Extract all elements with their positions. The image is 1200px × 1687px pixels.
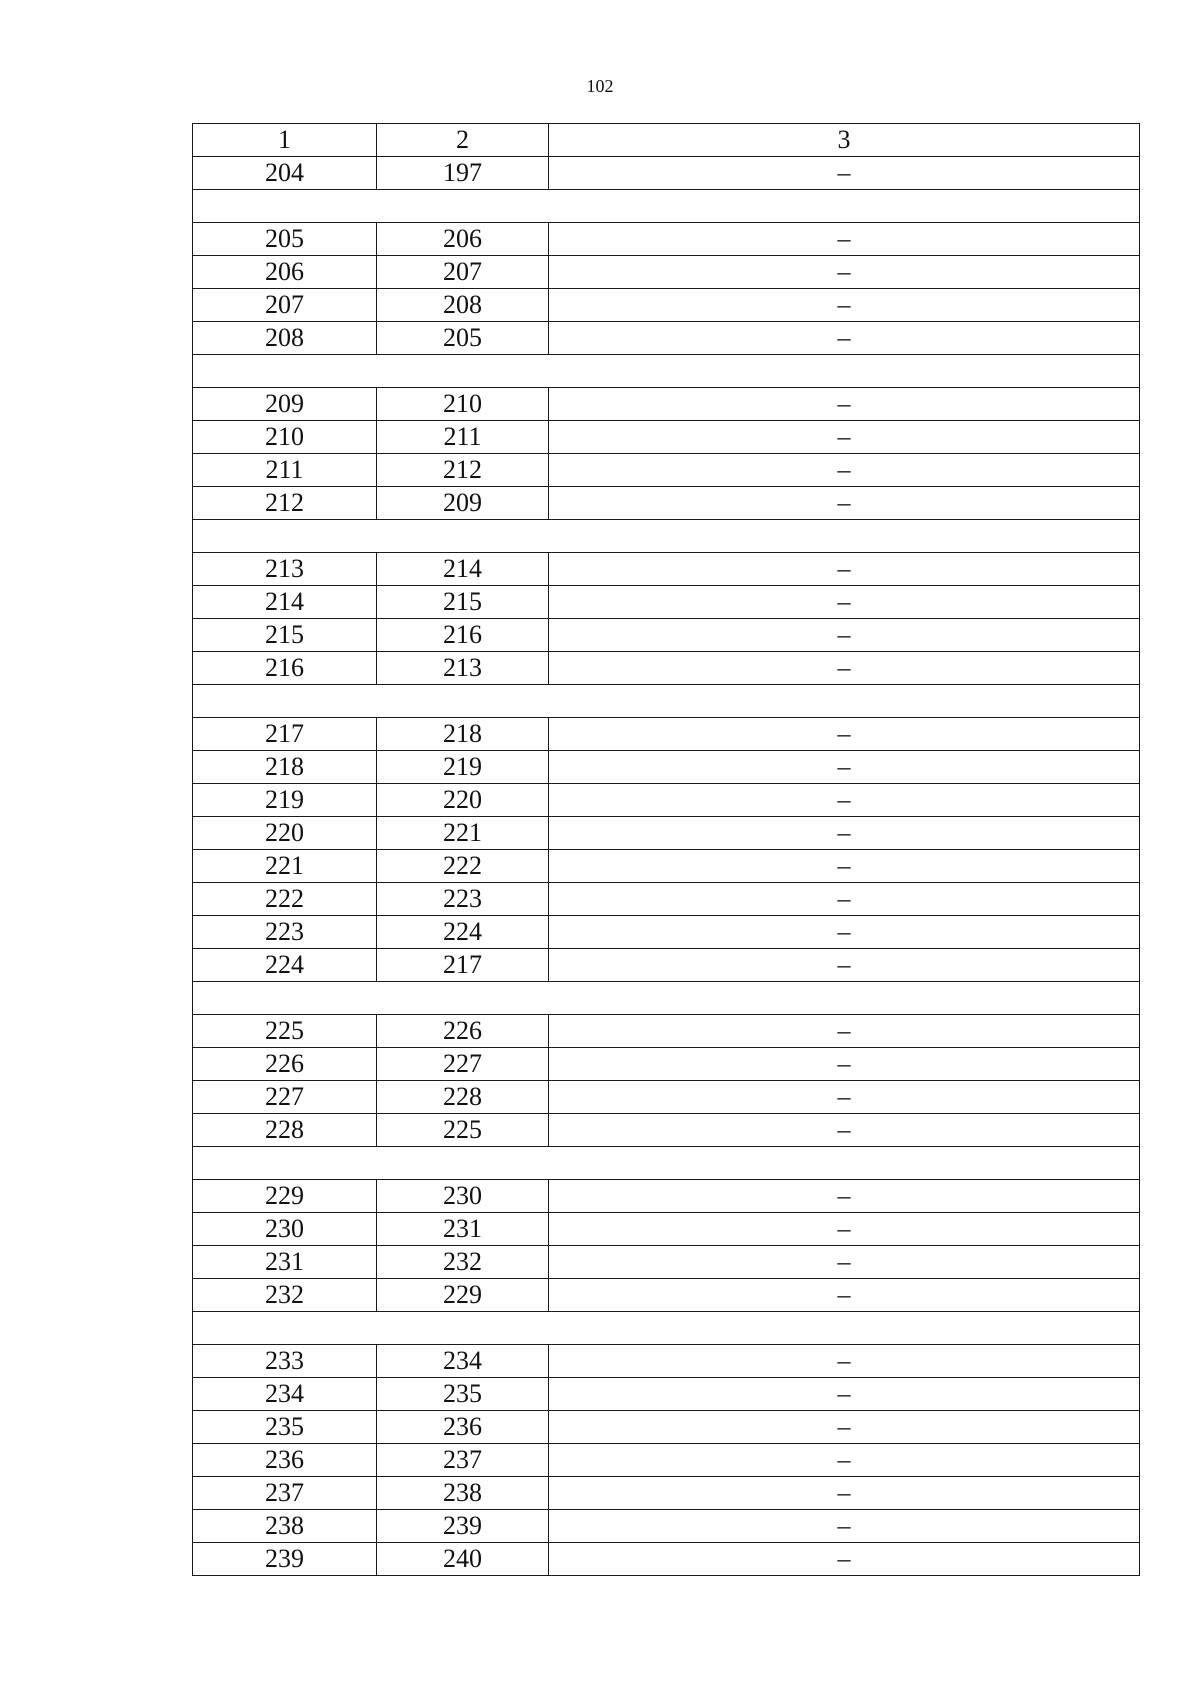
table-cell-col1: 232 — [193, 1279, 377, 1312]
table-cell-col2: 219 — [377, 751, 549, 784]
table-cell-col3: – — [549, 1444, 1140, 1477]
table-body — [193, 124, 1140, 1576]
table-cell-col3: – — [549, 1477, 1140, 1510]
table-cell-col3: – — [549, 850, 1140, 883]
table-cell-col3: – — [549, 1048, 1140, 1081]
table-row — [193, 1180, 1140, 1213]
table-row — [193, 223, 1140, 256]
table-cell-col2: 228 — [377, 1081, 549, 1114]
table-cell-col2: 221 — [377, 817, 549, 850]
table-cell-col3: – — [549, 1411, 1140, 1444]
table-row — [193, 553, 1140, 586]
separator-cell — [193, 190, 1140, 223]
table-cell-col1: 205 — [193, 223, 377, 256]
table-row — [193, 916, 1140, 949]
table-cell-col1: 204 — [193, 157, 377, 190]
table-cell-col1: 237 — [193, 1477, 377, 1510]
table-row — [193, 1543, 1140, 1576]
table-cell-col2: 229 — [377, 1279, 549, 1312]
table-cell-col1: 228 — [193, 1114, 377, 1147]
table-cell-col2: 240 — [377, 1543, 549, 1576]
table-row — [193, 1477, 1140, 1510]
table-row — [193, 784, 1140, 817]
table-cell-col2: 197 — [377, 157, 549, 190]
table-cell-col2: 232 — [377, 1246, 549, 1279]
data-table — [192, 123, 1140, 1576]
table-cell-col1: 206 — [193, 256, 377, 289]
table-cell-col2: 210 — [377, 388, 549, 421]
table-cell-col2: 217 — [377, 949, 549, 982]
group-separator-row — [193, 520, 1140, 553]
table-cell-col1: 220 — [193, 817, 377, 850]
separator-cell — [193, 355, 1140, 388]
table-cell-col1: 215 — [193, 619, 377, 652]
table-cell-col3: – — [549, 1246, 1140, 1279]
table-cell-col2: 236 — [377, 1411, 549, 1444]
table-cell-col3: – — [549, 1279, 1140, 1312]
group-separator-row — [193, 685, 1140, 718]
table-cell-col2: 224 — [377, 916, 549, 949]
table-cell-col3: – — [549, 949, 1140, 982]
table-cell-col2: 230 — [377, 1180, 549, 1213]
table-cell-col3: – — [549, 322, 1140, 355]
table-cell-col3: – — [549, 916, 1140, 949]
table-cell-col3: – — [549, 388, 1140, 421]
table-cell-col1: 224 — [193, 949, 377, 982]
table-row — [193, 454, 1140, 487]
table-cell-col1: 231 — [193, 1246, 377, 1279]
table-cell-col3: – — [549, 454, 1140, 487]
table-cell-col2: 208 — [377, 289, 549, 322]
table-row — [193, 883, 1140, 916]
table-cell-col1: 211 — [193, 454, 377, 487]
table-cell-col3: – — [549, 1114, 1140, 1147]
table-cell-col1: 226 — [193, 1048, 377, 1081]
table-cell-col1: 219 — [193, 784, 377, 817]
table-row — [193, 652, 1140, 685]
table-cell-col2: 211 — [377, 421, 549, 454]
table-cell-col2: 213 — [377, 652, 549, 685]
table-cell-col1: 216 — [193, 652, 377, 685]
header-cell-2: 2 — [377, 124, 549, 157]
table-cell-col2: 231 — [377, 1213, 549, 1246]
table-cell-col3: – — [549, 1213, 1140, 1246]
table-cell-col2: 227 — [377, 1048, 549, 1081]
table-row — [193, 817, 1140, 850]
table-cell-col1: 218 — [193, 751, 377, 784]
table-cell-col3: – — [549, 619, 1140, 652]
table-row — [193, 1345, 1140, 1378]
table-cell-col1: 227 — [193, 1081, 377, 1114]
table-row — [193, 289, 1140, 322]
table-cell-col3: – — [549, 817, 1140, 850]
table-cell-col3: – — [549, 652, 1140, 685]
table-row — [193, 256, 1140, 289]
table-cell-col1: 236 — [193, 1444, 377, 1477]
table-cell-col2: 226 — [377, 1015, 549, 1048]
table-cell-col2: 235 — [377, 1378, 549, 1411]
table-cell-col3: – — [549, 256, 1140, 289]
table-cell-col3: – — [549, 289, 1140, 322]
table-cell-col3: – — [549, 586, 1140, 619]
table-cell-col2: 218 — [377, 718, 549, 751]
table-cell-col3: – — [549, 883, 1140, 916]
table-cell-col1: 210 — [193, 421, 377, 454]
table-cell-col2: 209 — [377, 487, 549, 520]
table-row — [193, 322, 1140, 355]
table-row — [193, 949, 1140, 982]
table-cell-col3: – — [549, 553, 1140, 586]
table-header-row — [193, 124, 1140, 157]
table-cell-col1: 207 — [193, 289, 377, 322]
table-cell-col2: 238 — [377, 1477, 549, 1510]
table-cell-col2: 206 — [377, 223, 549, 256]
table-cell-col1: 239 — [193, 1543, 377, 1576]
table-cell-col3: – — [549, 751, 1140, 784]
table-cell-col3: – — [549, 1015, 1140, 1048]
table-cell-col3: – — [549, 1180, 1140, 1213]
group-separator-row — [193, 190, 1140, 223]
table-cell-col3: – — [549, 1081, 1140, 1114]
table-cell-col3: – — [549, 487, 1140, 520]
separator-cell — [193, 520, 1140, 553]
table-cell-col2: 223 — [377, 883, 549, 916]
header-cell-1: 1 — [193, 124, 377, 157]
table-row — [193, 619, 1140, 652]
table-cell-col3: – — [549, 421, 1140, 454]
separator-cell — [193, 982, 1140, 1015]
table-cell-col1: 209 — [193, 388, 377, 421]
table-cell-col2: 222 — [377, 850, 549, 883]
table-row — [193, 1444, 1140, 1477]
table-cell-col1: 238 — [193, 1510, 377, 1543]
group-separator-row — [193, 982, 1140, 1015]
table-cell-col1: 222 — [193, 883, 377, 916]
table-cell-col2: 216 — [377, 619, 549, 652]
table-cell-col1: 214 — [193, 586, 377, 619]
table-row — [193, 850, 1140, 883]
table-cell-col3: – — [549, 1378, 1140, 1411]
table-row — [193, 388, 1140, 421]
table-cell-col1: 212 — [193, 487, 377, 520]
table-row — [193, 1510, 1140, 1543]
table-row — [193, 1279, 1140, 1312]
table-cell-col2: 234 — [377, 1345, 549, 1378]
table-cell-col2: 212 — [377, 454, 549, 487]
table-cell-col2: 239 — [377, 1510, 549, 1543]
table-row — [193, 1378, 1140, 1411]
table-cell-col3: – — [549, 1543, 1140, 1576]
table-cell-col1: 234 — [193, 1378, 377, 1411]
table-cell-col3: – — [549, 223, 1140, 256]
table-cell-col3: – — [549, 157, 1140, 190]
table-row — [193, 1081, 1140, 1114]
table-cell-col1: 225 — [193, 1015, 377, 1048]
page-number: 102 — [586, 76, 614, 96]
table-cell-col3: – — [549, 1510, 1140, 1543]
table-row — [193, 1048, 1140, 1081]
table-cell-col2: 225 — [377, 1114, 549, 1147]
table-cell-col2: 207 — [377, 256, 549, 289]
table-row — [193, 586, 1140, 619]
table-cell-col1: 213 — [193, 553, 377, 586]
separator-cell — [193, 685, 1140, 718]
table-cell-col1: 233 — [193, 1345, 377, 1378]
table-cell-col1: 217 — [193, 718, 377, 751]
table-row — [193, 751, 1140, 784]
table-cell-col2: 205 — [377, 322, 549, 355]
table-cell-col1: 235 — [193, 1411, 377, 1444]
table-cell-col2: 215 — [377, 586, 549, 619]
table-cell-col2: 214 — [377, 553, 549, 586]
separator-cell — [193, 1147, 1140, 1180]
table-row — [193, 157, 1140, 190]
header-cell-3: 3 — [549, 124, 1140, 157]
table-cell-col1: 230 — [193, 1213, 377, 1246]
table-row — [193, 1246, 1140, 1279]
table-cell-col3: – — [549, 718, 1140, 751]
table-cell-col1: 208 — [193, 322, 377, 355]
table-row — [193, 1015, 1140, 1048]
table-cell-col3: – — [549, 1345, 1140, 1378]
table-cell-col2: 220 — [377, 784, 549, 817]
group-separator-row — [193, 1147, 1140, 1180]
table-row — [193, 1411, 1140, 1444]
table-row — [193, 1213, 1140, 1246]
table-cell-col1: 229 — [193, 1180, 377, 1213]
table-row — [193, 718, 1140, 751]
table-cell-col1: 223 — [193, 916, 377, 949]
group-separator-row — [193, 1312, 1140, 1345]
table-cell-col1: 221 — [193, 850, 377, 883]
table-cell-col3: – — [549, 784, 1140, 817]
table-row — [193, 487, 1140, 520]
table-row — [193, 1114, 1140, 1147]
group-separator-row — [193, 355, 1140, 388]
separator-cell — [193, 1312, 1140, 1345]
table-row — [193, 421, 1140, 454]
table-cell-col2: 237 — [377, 1444, 549, 1477]
